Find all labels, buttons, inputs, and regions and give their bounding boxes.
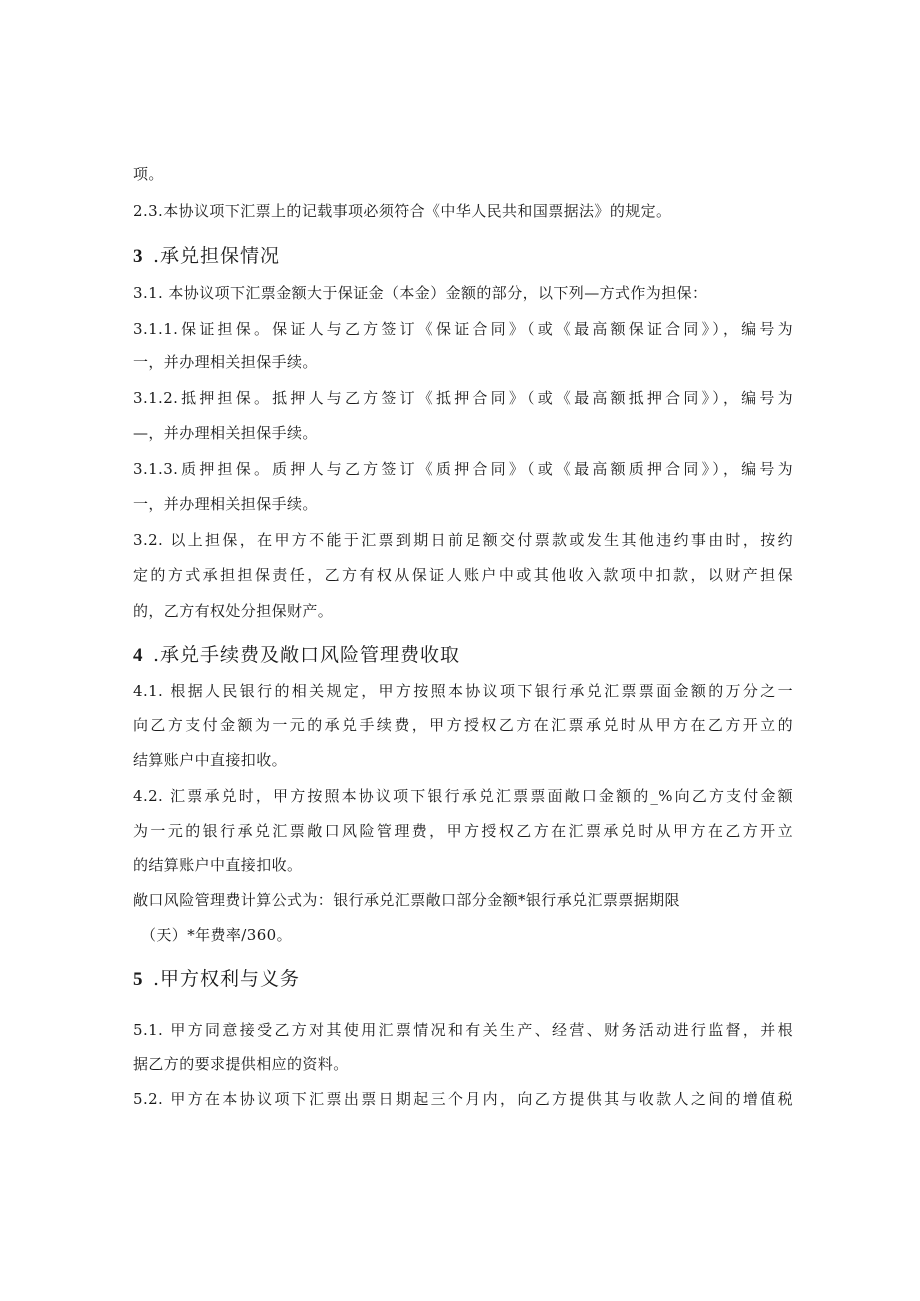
text-line: 4.2. 汇票承兑时，甲方按照本协议项下银行承兑汇票票面敞口金额的_%向乙方支付金额: [133, 787, 793, 805]
text-line: 项。: [133, 165, 164, 183]
section-heading-5: [133, 967, 300, 992]
text-line: 5.1. 甲方同意接受乙方对其使用汇票情况和有关生产、经营、财务活动进行监督，并根: [133, 1021, 793, 1039]
section-number: 5: [133, 969, 144, 990]
section-heading-3: [133, 244, 280, 269]
text-line: 3.1. 本协议项下汇票金额大于保证金（本金）金额的部分，以下列—方式作为担保：: [133, 284, 708, 302]
section-title: .承兑担保情况: [153, 245, 281, 267]
text-line: 为一元的银行承兑汇票敞口风险管理费，甲方授权乙方在汇票承兑时从甲方在乙方开立: [133, 822, 793, 840]
section-heading-4: [133, 643, 460, 668]
text-line: 3.2. 以上担保，在甲方不能于汇票到期日前足额交付票款或发生其他违约事由时，按约: [133, 531, 793, 549]
section-title: .承兑手续费及敞口风险管理费收取: [153, 644, 461, 666]
text-line: 3.1.1.保证担保。保证人与乙方签订《保证合同》（或《最高额保证合同》），编号为: [133, 320, 793, 338]
section-title: .甲方权利与义务: [153, 968, 301, 990]
text-line: 2.3.本协议项下汇票上的记载事项必须符合《中华人民共和国票据法》的规定。: [133, 202, 672, 220]
text-line: 的结算账户中直接扣收。: [133, 856, 303, 874]
text-line: （天）*年费率/360。: [141, 926, 292, 944]
text-line: 一，并办理相关担保手续。: [133, 495, 318, 513]
section-number: 4: [133, 645, 144, 666]
text-line: 5.2. 甲方在本协议项下汇票出票日期起三个月内，向乙方提供其与收款人之间的增值税: [133, 1090, 793, 1108]
text-line: 一，并办理相关担保手续。: [133, 353, 318, 371]
text-line: 据乙方的要求提供相应的资料。: [133, 1055, 349, 1073]
text-line: 敞口风险管理费计算公式为：银行承兑汇票敞口部分金额*银行承兑汇票票据期限: [133, 891, 680, 909]
text-line: 定的方式承担担保责任，乙方有权从保证人账户中或其他收入款项中扣款，以财产担保: [133, 566, 793, 584]
text-line: —，并办理相关担保手续。: [133, 424, 318, 442]
section-number: 3: [133, 246, 144, 267]
text-line: 结算账户中直接扣收。: [133, 751, 288, 769]
text-line: 4.1. 根据人民银行的相关规定，甲方按照本协议项下银行承兑汇票票面金额的万分之一: [133, 682, 793, 700]
text-line: 的，乙方有权处分担保财产。: [133, 602, 334, 620]
text-line: 3.1.2.抵押担保。抵押人与乙方签订《抵押合同》（或《最高额抵押合同》），编号为: [133, 389, 793, 407]
text-line: 3.1.3.质押担保。质押人与乙方签订《质押合同》（或《最高额质押合同》），编号为: [133, 460, 793, 478]
text-line: 向乙方支付金额为一元的承兑手续费，甲方授权乙方在汇票承兑时从甲方在乙方开立的: [133, 716, 793, 734]
